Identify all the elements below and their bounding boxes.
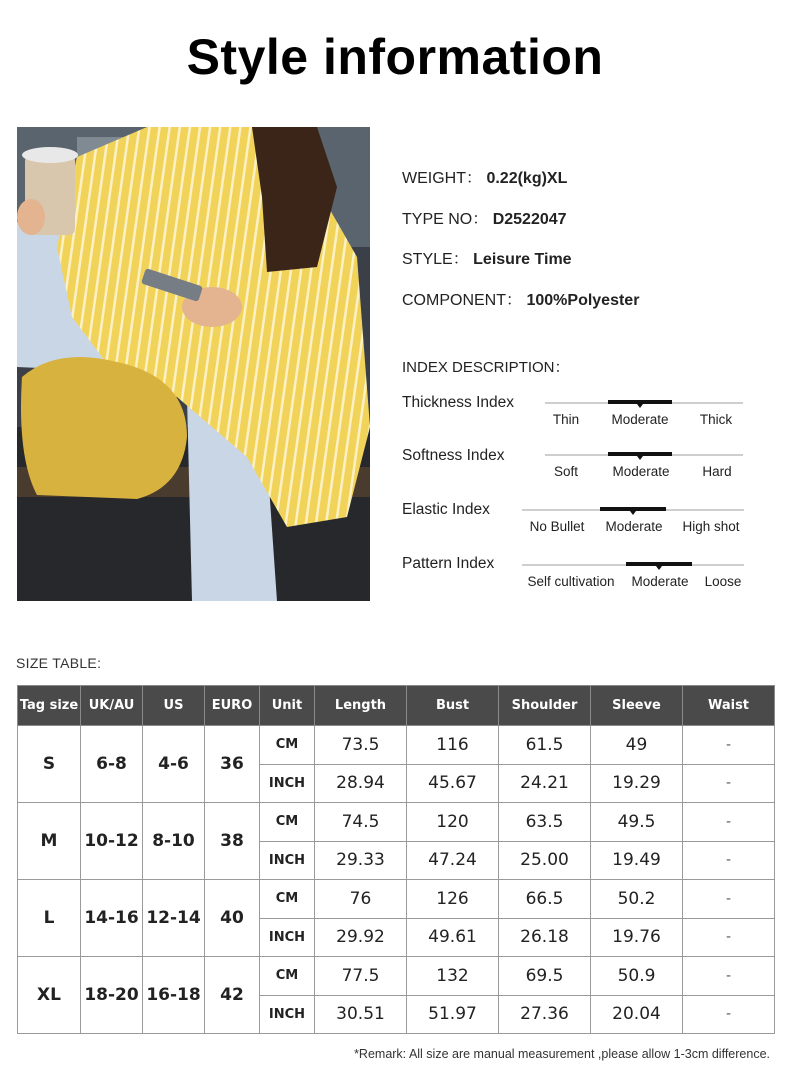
table-row [18, 803, 775, 842]
tag-size-cell: XL [18, 957, 81, 1034]
length-cell: 29.33 [315, 841, 407, 880]
sleeve-cell: 20.04 [591, 995, 683, 1034]
table-row [18, 880, 775, 919]
sleeve-cell: 49 [591, 726, 683, 765]
size-table-header [18, 686, 775, 726]
thickness-option-thin: Thin [552, 412, 580, 427]
waist-cell: - [683, 803, 775, 842]
shoulder-cell: 26.18 [499, 918, 591, 957]
weight-value: 0.22(kg)XL [486, 170, 568, 187]
thickness-scale [545, 400, 743, 430]
weight-row [402, 165, 567, 188]
size-table [17, 685, 775, 1034]
bust-cell: 51.97 [407, 995, 499, 1034]
component-row [402, 287, 639, 310]
thickness-option-moderate: Moderate [611, 412, 669, 427]
component-label: COMPONENT： [402, 292, 523, 309]
index-heading: INDEX DESCRIPTION： [402, 359, 570, 376]
euro-size-cell: 38 [205, 803, 260, 880]
style-label: STYLE： [402, 251, 469, 268]
col-header: Unit [260, 686, 315, 726]
remark-note: *Remark: All size are manual measurement ,please allow 1-3cm difference. [354, 1047, 770, 1061]
bust-cell: 47.24 [407, 841, 499, 880]
sleeve-cell: 19.29 [591, 764, 683, 803]
type-label: TYPE NO： [402, 211, 489, 228]
pattern-option-self-cultivation: Self cultivation [527, 574, 615, 589]
bust-cell: 132 [407, 957, 499, 996]
pattern-option-moderate: Moderate [631, 574, 689, 589]
style-value: Leisure Time [473, 251, 572, 268]
length-cell: 29.92 [315, 918, 407, 957]
unit-cell: INCH [260, 918, 315, 957]
size-table-heading: SIZE TABLE: [16, 655, 102, 671]
col-header: Shoulder [499, 686, 591, 726]
uk-size-cell: 6-8 [81, 726, 143, 803]
bust-cell: 120 [407, 803, 499, 842]
sleeve-cell: 50.9 [591, 957, 683, 996]
index-label-softness: Softness Index [402, 447, 505, 464]
length-cell: 74.5 [315, 803, 407, 842]
softness-scale [545, 452, 743, 482]
type-value: D2522047 [492, 211, 567, 228]
col-header: Length [315, 686, 407, 726]
uk-size-cell: 18-20 [81, 957, 143, 1034]
index-label-pattern: Pattern Index [402, 555, 495, 572]
sleeve-cell: 49.5 [591, 803, 683, 842]
unit-cell: INCH [260, 764, 315, 803]
col-header: Tag size [18, 686, 81, 726]
us-size-cell: 16-18 [143, 957, 205, 1034]
shoulder-cell: 25.00 [499, 841, 591, 880]
shoulder-cell: 63.5 [499, 803, 591, 842]
length-cell: 73.5 [315, 726, 407, 765]
col-header: EURO [205, 686, 260, 726]
unit-cell: CM [260, 880, 315, 919]
shoulder-cell: 61.5 [499, 726, 591, 765]
us-size-cell: 12-14 [143, 880, 205, 957]
unit-cell: CM [260, 957, 315, 996]
col-header: UK/AU [81, 686, 143, 726]
us-size-cell: 4-6 [143, 726, 205, 803]
softness-option-moderate: Moderate [612, 464, 670, 479]
component-value: 100%Polyester [526, 292, 640, 309]
uk-size-cell: 10-12 [81, 803, 143, 880]
shoulder-cell: 66.5 [499, 880, 591, 919]
col-header: Bust [407, 686, 499, 726]
waist-cell: - [683, 995, 775, 1034]
page-title: Style information [186, 29, 604, 85]
shoulder-cell: 27.36 [499, 995, 591, 1034]
softness-option-soft: Soft [553, 464, 579, 479]
type-row [402, 206, 567, 229]
euro-size-cell: 36 [205, 726, 260, 803]
softness-option-hard: Hard [702, 464, 732, 479]
style-row [402, 246, 572, 269]
index-label-elastic: Elastic Index [402, 501, 490, 518]
waist-cell: - [683, 764, 775, 803]
unit-cell: CM [260, 803, 315, 842]
col-header: Sleeve [591, 686, 683, 726]
length-cell: 77.5 [315, 957, 407, 996]
index-label-thickness: Thickness Index [402, 394, 514, 411]
bust-cell: 45.67 [407, 764, 499, 803]
sleeve-cell: 19.49 [591, 841, 683, 880]
elastic-option-moderate: Moderate [605, 519, 663, 534]
waist-cell: - [683, 880, 775, 919]
col-header: Waist [683, 686, 775, 726]
elastic-option-high-shot: High shot [682, 519, 740, 534]
sleeve-cell: 50.2 [591, 880, 683, 919]
bust-cell: 49.61 [407, 918, 499, 957]
pattern-scale [522, 562, 744, 592]
product-photo [17, 127, 370, 601]
unit-cell: INCH [260, 841, 315, 880]
waist-cell: - [683, 841, 775, 880]
elastic-option-no-bullet: No Bullet [529, 519, 585, 534]
tag-size-cell: L [18, 880, 81, 957]
thickness-option-thick: Thick [699, 412, 733, 427]
length-cell: 28.94 [315, 764, 407, 803]
length-cell: 76 [315, 880, 407, 919]
pattern-option-loose: Loose [704, 574, 742, 589]
tag-size-cell: M [18, 803, 81, 880]
unit-cell: CM [260, 726, 315, 765]
bust-cell: 116 [407, 726, 499, 765]
waist-cell: - [683, 918, 775, 957]
uk-size-cell: 14-16 [81, 880, 143, 957]
us-size-cell: 8-10 [143, 803, 205, 880]
col-header: US [143, 686, 205, 726]
waist-cell: - [683, 957, 775, 996]
table-row [18, 957, 775, 996]
tag-size-cell: S [18, 726, 81, 803]
waist-cell: - [683, 726, 775, 765]
bust-cell: 126 [407, 880, 499, 919]
unit-cell: INCH [260, 995, 315, 1034]
length-cell: 30.51 [315, 995, 407, 1034]
table-row [18, 726, 775, 765]
elastic-scale [522, 507, 744, 537]
sleeve-cell: 19.76 [591, 918, 683, 957]
euro-size-cell: 40 [205, 880, 260, 957]
shoulder-cell: 24.21 [499, 764, 591, 803]
shoulder-cell: 69.5 [499, 957, 591, 996]
euro-size-cell: 42 [205, 957, 260, 1034]
weight-label: WEIGHT： [402, 170, 482, 187]
